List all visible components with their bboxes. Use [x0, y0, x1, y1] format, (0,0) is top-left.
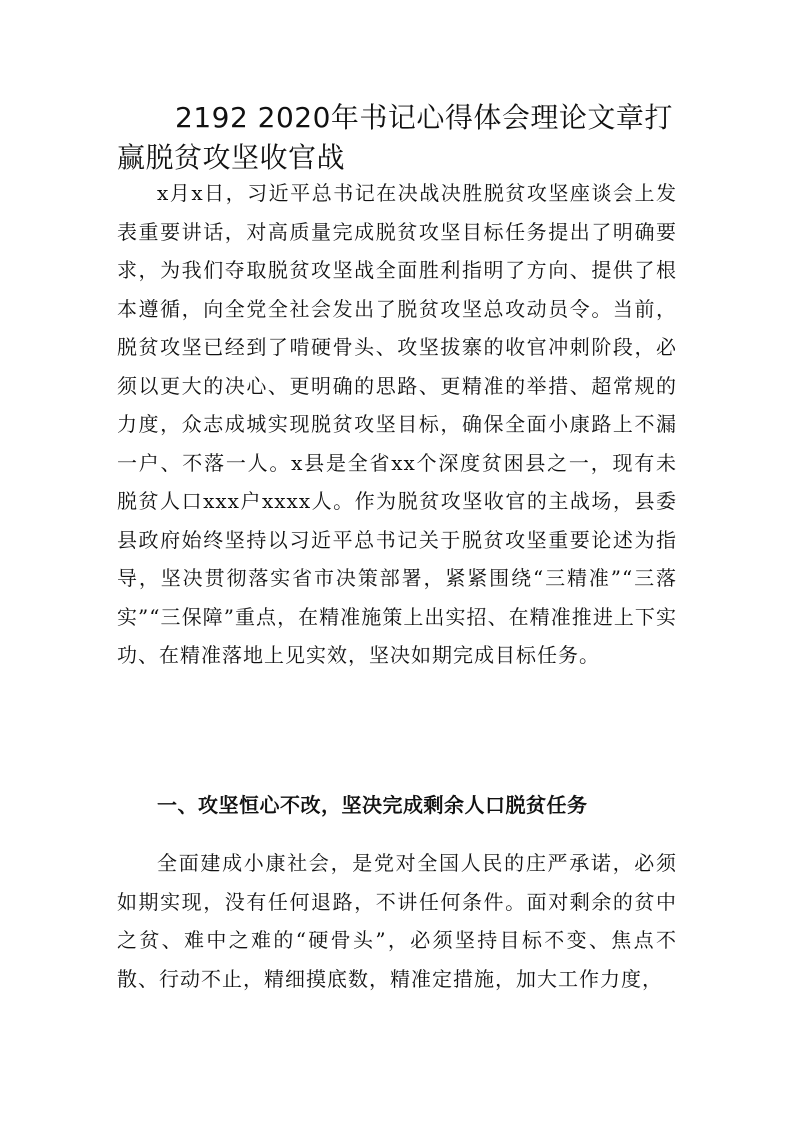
section-heading: 一、攻坚恒心不改，坚决完成剩余人口脱贫任务 [157, 793, 588, 817]
body-paragraph-intro: x月x日，习近平总书记在决战决胜脱贫攻坚座谈会上发表重要讲话，对高质量完成脱贫攻坚目标任务提出了明确要求，为我们夺取脱贫攻坚战全面胜利指明了方向、提供了根本遵循，向全党全社会发出了脱贫攻坚总攻动员令。当前，脱贫攻坚已经到了啃硬骨头、攻坚拔寨的收官冲刺阶段，必须以更大的决心、更明确的思路、更精准的举措、超常规的力度，众志成城实现脱贫攻坚目标，确保全面小康路上不漏一户、不落一人。x县是全省xx个深度贫困县之一，现有未脱贫人口xxx户xxxx人。作为脱贫攻坚收官的主战场，县委县政府始终坚持以习近平总书记关于脱贫攻坚重要论述为指导，坚决贯彻落实省市决策部署，紧紧围绕“三精准”“三落实”“三保障”重点，在精准施策上出实招、在精准推进上下实功、在精准落地上见实效，坚决如期完成目标任务。 [117, 181, 677, 667]
document-title: 2192 2020年书记心得体会理论文章打赢脱贫攻坚收官战 [117, 101, 673, 174]
body-paragraph-section-one: 全面建成小康社会，是党对全国人民的庄严承诺，必须如期实现，没有任何退路，不讲任何条件。面对剩余的贫中之贫、难中之难的“硬骨头”，必须坚持目标不变、焦点不散、行动不止，精细摸底数，精准定措施，加大工作力度， [117, 851, 677, 991]
